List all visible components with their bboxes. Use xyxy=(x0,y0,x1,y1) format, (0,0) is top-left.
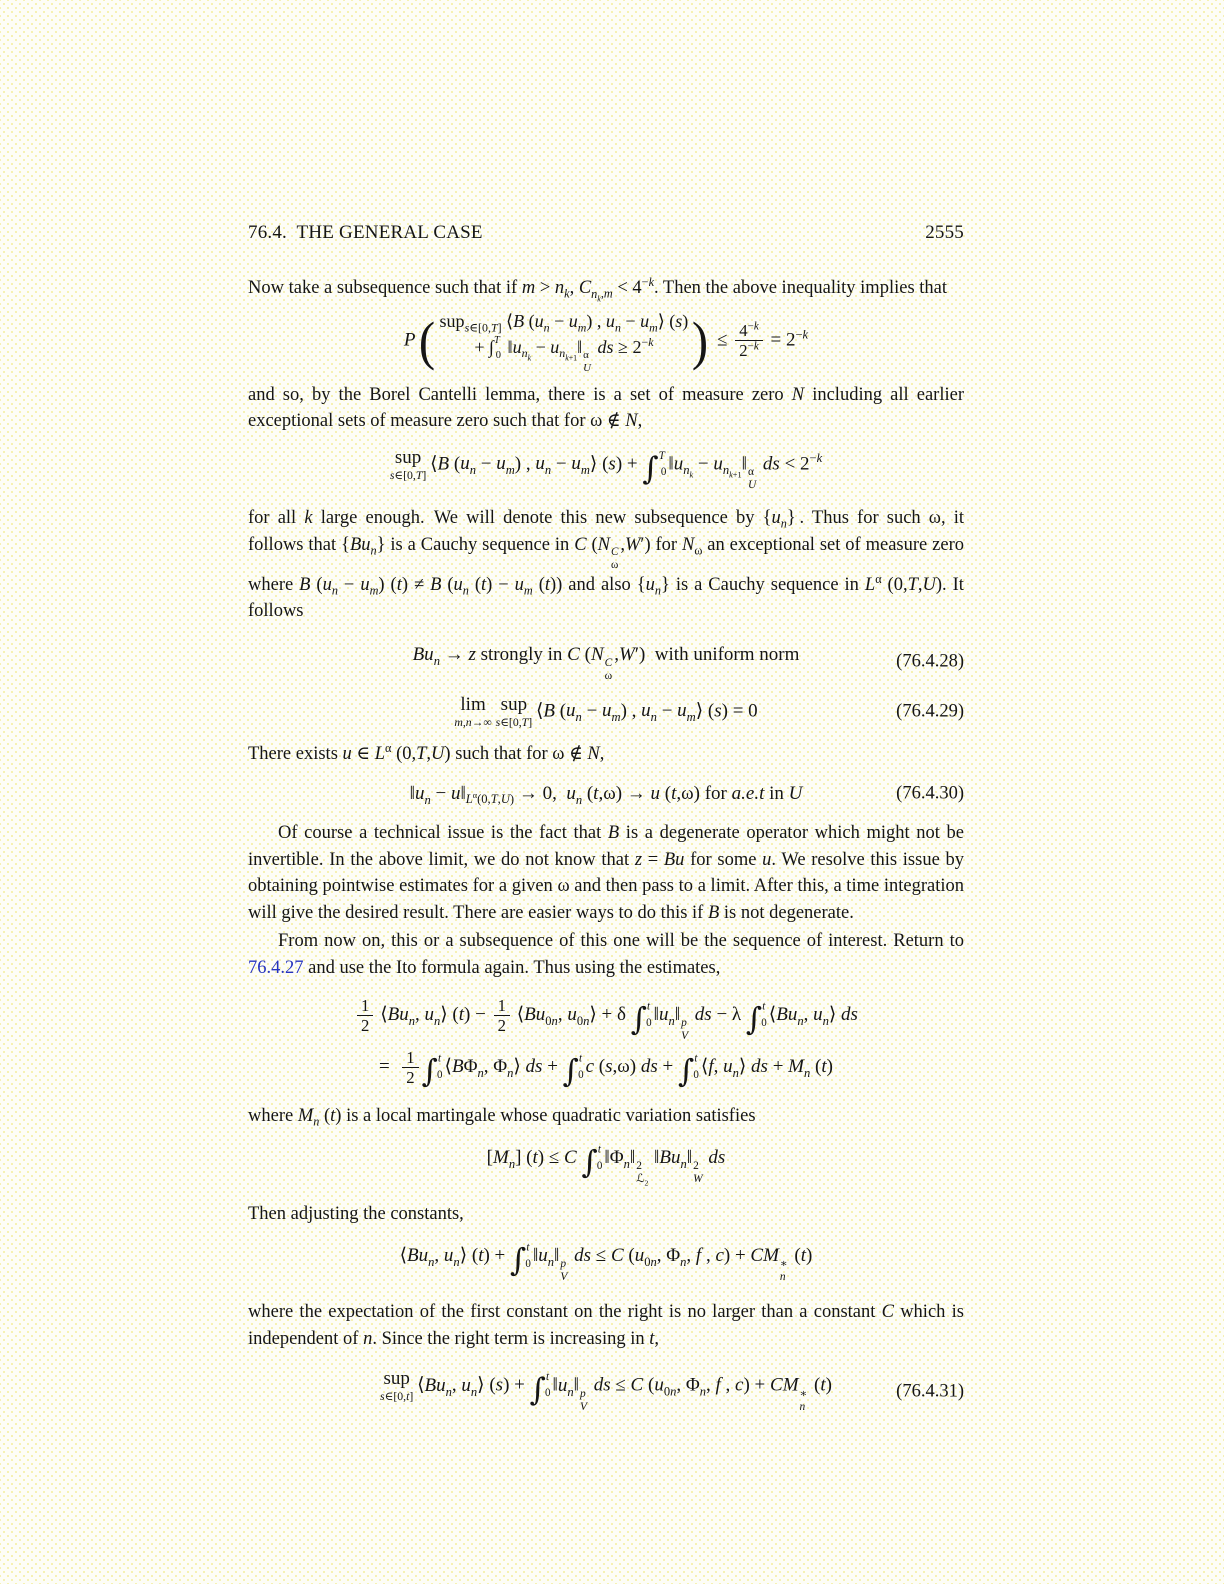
equation-display xyxy=(248,1242,964,1284)
paragraph: Now take a subsequence such that if $m > n_k$, $C_{n_k,m} < 4^{-k}$. Then the above inequality implies that xyxy=(248,274,948,304)
equation-body: sup s∈[0,T] ⟨B $(u_n - u_m)$ , $u_n$ − $u_m⟩$ (s) + ∫$^T_0$ $‖u_{n_k}$ − $u_{n_{k+1}}‖$ α U ds < $2^{-k}$ xyxy=(389,446,823,492)
paragraph: and so, by the Borel Cantelli lemma, there is a set of measure zero N including all earlier exceptional sets of measure zero such that for ω ∉ N, xyxy=(248,384,964,432)
equation-number: (76.4.28) xyxy=(896,651,964,672)
ref-link-76-4-27[interactable]: 76.4.27 xyxy=(248,957,304,978)
equation-display xyxy=(248,448,964,492)
equation-body: lim m,n→∞ sup s∈[0,T] ⟨B $(u_n - u_m)$ , $u_n$ − $u_m⟩$ (s) = 0 xyxy=(454,693,758,729)
equation-body: $[M_n] (t) \le C$ ∫$^t_0$ $‖\Phi_n‖$ 2 ℒ$_2$ $‖Bu_n‖$ 2 W ds xyxy=(486,1143,726,1188)
equation-body: P( sup$_{s\in[0,T]}$ ⟨B $(u_n - u_m)$ , $u_n$ − $u_m⟩$ (s) + ∫$^T_0$ $‖u_{n_k}$ − $u_{n_{k+1}}‖$ α U ds ≥ $2^{-k}$ ) ≤ $\frac{4^{-k}}{2^{-k}}$ = $2^{-k}$ xyxy=(403,310,809,374)
equation-body: $\frac{1}{2}$ $⟨Bu_n$, $u_n⟩$ (t) − $\frac{1}{2}$ $⟨Bu_{0n}$, $u_{0n}⟩ + \delta$ ∫$^t_0$ $‖u_n‖$ p V ds − λ ∫$^t_0$ $⟨Bu_n$, $u_n⟩$ ds = $\frac{1}{2}$ ∫$^t_0$ $⟨B\Phi_n$, $\Phi_n⟩$ ds + ∫$^t_0$ c (s,ω) ds + ∫$^t_0$ ⟨f, $u_n⟩$ ds + $M_n$ (t) xyxy=(354,991,858,1092)
paragraph: Then adjusting the constants, xyxy=(248,1203,464,1224)
running-header xyxy=(248,222,964,244)
equation-display xyxy=(248,641,964,683)
paragraph: where $M_n$ (t) is a local martingale whose quadratic variation satisfies xyxy=(248,1105,756,1129)
page-number: 2555 xyxy=(925,222,964,243)
paragraph: for all k large enough. We will denote this new subsequence by $\{u_n\}$ . Thus for such ω, it follows that $\{Bu_n\}$ is a Cauchy sequence in C (N C ω ,W′) for $N_\omega$ an exceptional set of measure zero where B $(u_n - u_m) (t) \ne B$ ($u_n$ $(t) - u_m$ (t)) and also $\{u_n\}$ is a Cauchy sequence in $L^\alpha$ (0,T,U). It follows xyxy=(248,508,965,622)
equation-number: (76.4.29) xyxy=(896,701,964,722)
equation-display xyxy=(248,695,964,729)
equation-body: $⟨Bu_n$, $u_n⟩$ (t) + ∫$^t_0$ $‖u_n‖$ p V ds ≤ C ($u_{0n}$, $\Phi_n$, f , c) + CM ∗ n (t) xyxy=(399,1241,813,1284)
equation-body: $Bu_n \to z$ strongly in C (N C ω ,W′) with uniform norm xyxy=(412,643,800,682)
paragraph: There exists u ∈ $L^\alpha$ (0,T,U) such that for ω ∉ N, xyxy=(248,740,605,765)
equation-display xyxy=(248,1369,964,1413)
equation-display xyxy=(248,308,964,374)
paragraph: From now on, this or a subsequence of this one will be the sequence of interest. Return to 76.4.27 and use the Ito formula again. Thus using the estimates, xyxy=(248,931,964,978)
equation-display xyxy=(248,1144,964,1186)
equation-body: sup s∈[0,t] $⟨Bu_n$, $u_n⟩$ (s) + ∫$^t_0$ $‖u_n‖$ p V ds ≤ C ($u_{0n}$, $\Phi_n$, f , c) + CM ∗ n (t) xyxy=(380,1368,832,1413)
equation-body: $‖u_n$ − $u‖_{L^\alpha(0,T,U)} \to 0$, $u_n$ (t,ω) → u (t,ω) for a.e.t in U xyxy=(409,782,803,807)
equation-number: (76.4.30) xyxy=(896,783,964,804)
equation-display xyxy=(248,780,964,809)
equation-number: (76.4.31) xyxy=(896,1381,964,1402)
equation-display xyxy=(248,991,964,1092)
section-heading: 76.4. THE GENERAL CASE xyxy=(248,222,483,243)
paragraph: Of course a technical issue is the fact that B is a degenerate operator which might not be invertible. In the above limit, we do not know that z = Bu for some u. We resolve this issue by obtaining pointwise estimates for a given ω and then pass to a limit. After this, a time integration will give the desired result. There are easier ways to do this if B is not degenerate. xyxy=(248,823,964,923)
page-content xyxy=(248,222,964,1426)
paragraph: where the expectation of the first constant on the right is no larger than a constant C which is independent of n. Since the right term is increasing in t, xyxy=(248,1302,964,1349)
